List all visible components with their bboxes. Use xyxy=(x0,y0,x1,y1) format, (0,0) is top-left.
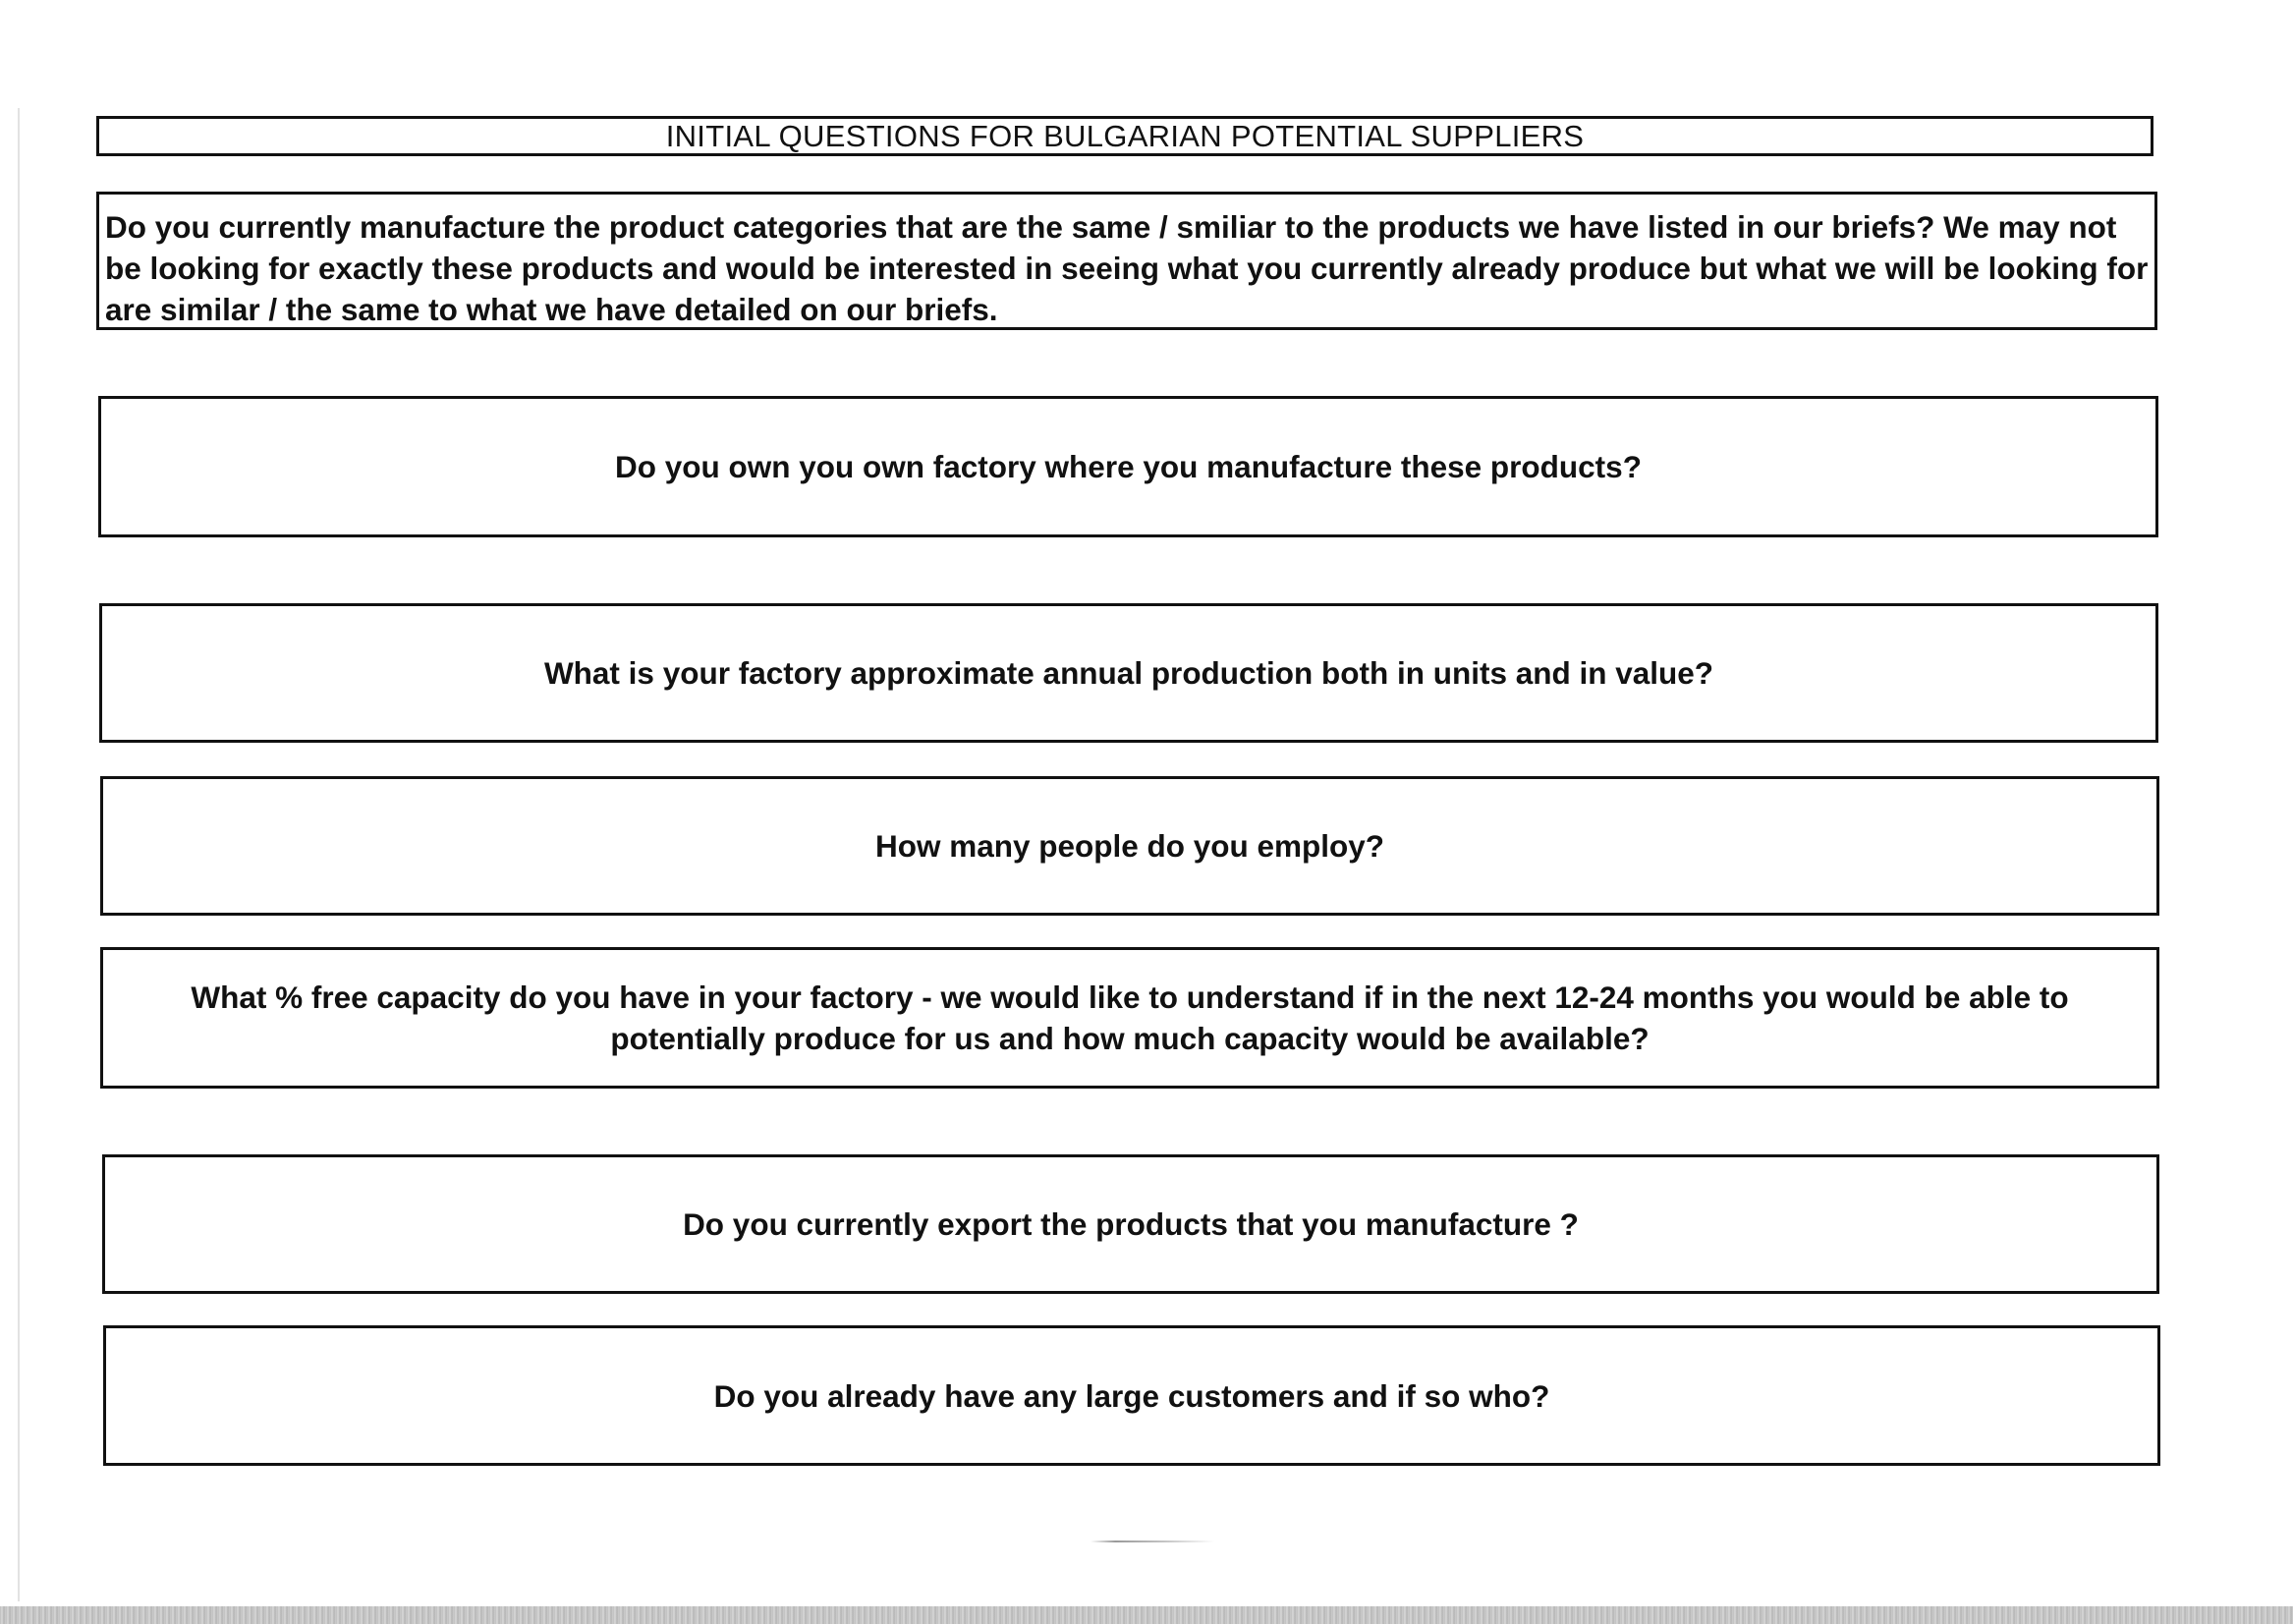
question-text: Do you currently manufacture the product categories that are the same / smiliar to the products we have listed in our briefs? We may not be looking for exactly these products and would be interested in seeing what you currently already produce but what we will be looking for are similar / the same to what we have detailed on our briefs. xyxy=(105,209,2149,327)
question-box-3 xyxy=(99,603,2158,743)
question-text: What % free capacity do you have in your factory - we would like to understand if in the next 12-24 months you would be able to potentially produce for us and how much capacity would be available? xyxy=(191,980,2069,1056)
scan-bottom-strip xyxy=(0,1606,2293,1624)
question-text: Do you already have any large customers and if so who? xyxy=(713,1377,1550,1414)
question-text: How many people do you employ? xyxy=(874,828,1385,864)
question-box-4 xyxy=(100,776,2159,916)
question-box-5 xyxy=(100,947,2159,1089)
scan-artifact xyxy=(1091,1540,1214,1542)
question-text: What is your factory approximate annual production both in units and in value? xyxy=(543,655,1714,691)
question-box-7 xyxy=(103,1325,2160,1466)
question-box-6 xyxy=(102,1154,2159,1294)
scan-left-edge xyxy=(18,108,20,1601)
question-box-1 xyxy=(96,192,2157,330)
question-text: Do you currently export the products that you manufacture ? xyxy=(683,1206,1579,1242)
document-title: INITIAL QUESTIONS FOR BULGARIAN POTENTIAL SUPPLIERS xyxy=(96,116,2153,156)
question-text: Do you own you own factory where you manufacture these products? xyxy=(615,449,1642,484)
question-box-2 xyxy=(98,396,2158,537)
